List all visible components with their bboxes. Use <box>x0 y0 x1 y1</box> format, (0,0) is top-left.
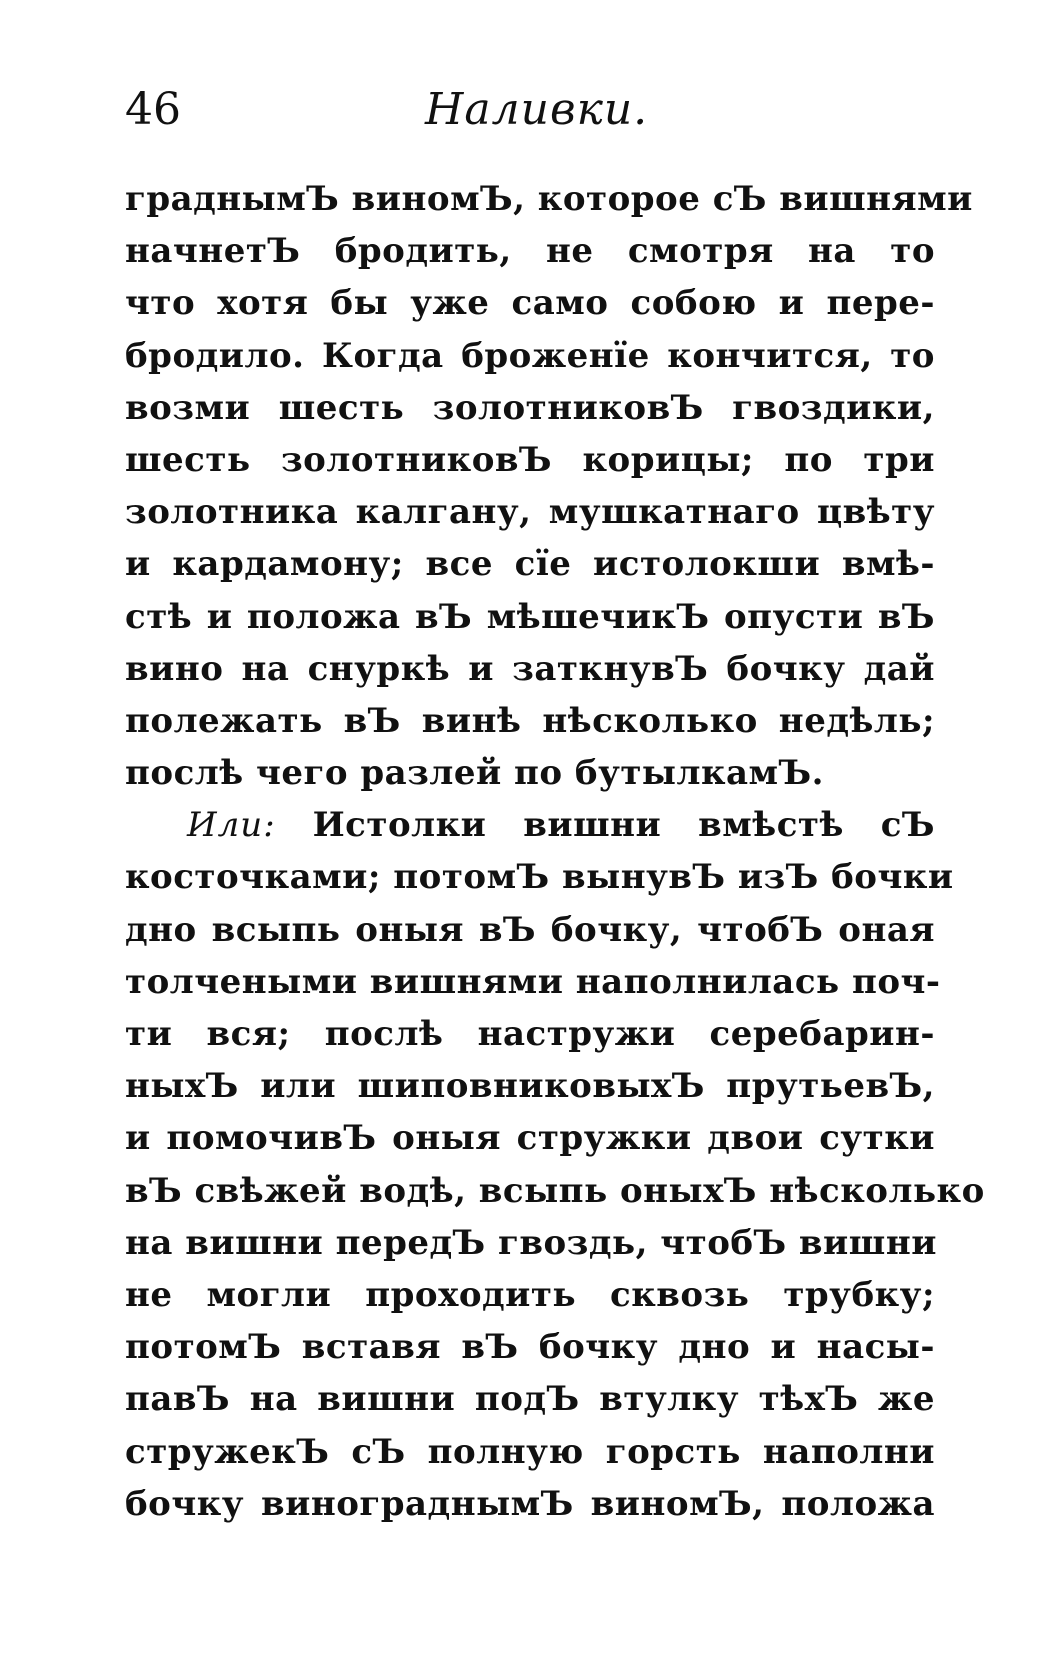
text-line: дно всыпь оныя вЪ бочку, чтобЪ оная <box>125 909 935 950</box>
body-text <box>125 173 985 1530</box>
text-line: золотника калгану, мушкатнаго цвѣту <box>125 492 935 533</box>
paragraph-lead-word: Или: <box>187 805 276 846</box>
text-line: вино на снуркѣ и заткнувЪ бочку дай <box>125 648 935 689</box>
text-line: бродило. Когда броженїе кончится, то <box>125 335 935 376</box>
paragraph-first-line <box>125 799 935 851</box>
text-line: не могли проходить сквозь трубку; <box>125 1274 935 1315</box>
text-line: что хотя бы уже само собою и пере- <box>125 283 935 324</box>
text-line: бочку винограднымЪ виномЪ, положа <box>125 1483 935 1524</box>
text-line: павЪ на вишни подЪ втулку тѣхЪ же <box>125 1379 935 1420</box>
text-line: на вишни передЪ гвоздь, чтобЪ вишни <box>125 1222 937 1263</box>
text-line: потомЪ вставя вЪ бочку дно и насы- <box>125 1327 935 1368</box>
page-number: 46 <box>125 84 181 135</box>
paragraph-first-line-rest: Истолки вишни вмѣстѣ сЪ <box>312 805 936 846</box>
text-line: ти вся; послѣ настружи серебарин- <box>125 1014 935 1054</box>
text-line: косточками; потомЪ вынувЪ изЪ бочки <box>125 857 954 898</box>
text-line: полежать вЪ винѣ нѣсколько недѣль; <box>125 700 935 741</box>
text-line: стружекЪ сЪ полную горсть наполни <box>125 1431 935 1472</box>
text-line: шесть золотниковЪ корицы; по три <box>125 439 935 480</box>
text-line: послѣ чего разлей по бутылкамЪ. <box>125 753 824 794</box>
text-line: начнетЪ бродить, не смотря на то <box>125 231 935 272</box>
text-line: и помочивЪ оныя стружки двои сутки <box>125 1118 935 1159</box>
page-header <box>125 80 930 150</box>
text-line: толчеными вишнями наполнилась поч- <box>125 961 941 1002</box>
text-line: и кардамону; все сїе истолокши вмѣ- <box>125 544 935 585</box>
text-line: вЪ свѣжей водѣ, всыпь оныхЪ нѣсколько <box>125 1170 985 1211</box>
text-line: ныхЪ или шиповниковыхЪ прутьевЪ, <box>125 1066 935 1107</box>
text-line: граднымЪ виномЪ, которое сЪ вишнями <box>125 179 973 219</box>
running-head: Наливки. <box>425 84 649 135</box>
text-line: стѣ и положа вЪ мѣшечикЪ опусти вЪ <box>125 596 935 637</box>
text-line: возми шесть золотниковЪ гвоздики, <box>125 387 935 428</box>
